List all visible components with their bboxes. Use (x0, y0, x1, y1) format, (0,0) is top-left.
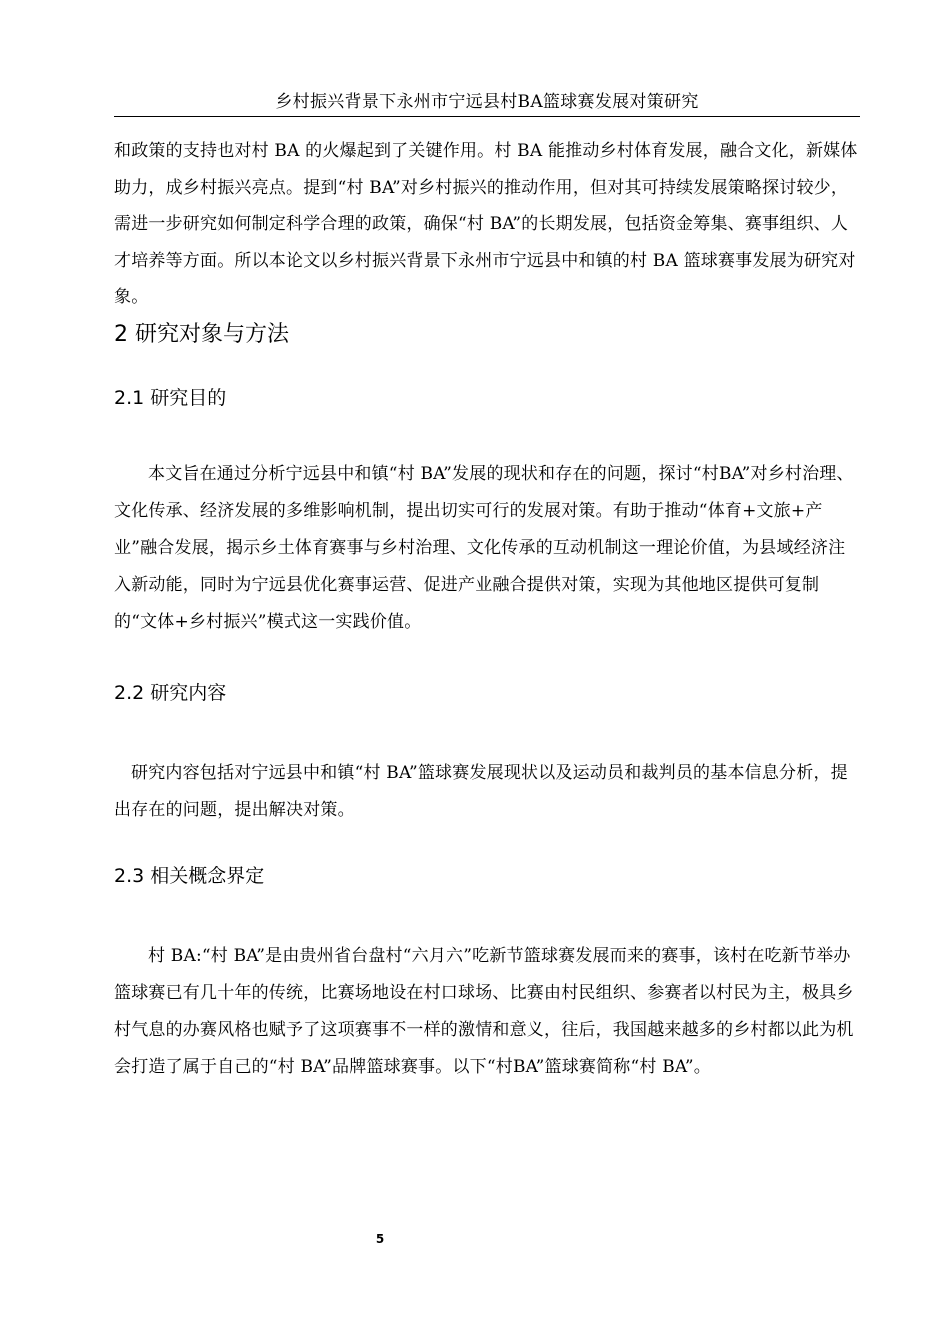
page-number: 5 (375, 1232, 385, 1246)
running-header: 乡村振兴背景下永州市宁远县村BA篮球赛发展对策研究 (275, 92, 699, 112)
concept-definition-paragraph: 村 BA:“村 BA”是由贵州省台盘村“六月六”吃新节篮球赛发展而来的赛事，该村在吃新节举办篮球赛已有几十年的传统，比赛场地设在村口球场、比赛由村民组织、参赛者以村民为主，极具乡村气息的办赛风格也赋予了这项赛事不一样的激情和意义，往后，我国越来越多的乡村都以此为机会打造了属于自己的“村 BA”品牌篮球赛事。以下“村BA”篮球赛简称“村 BA”。 (114, 946, 854, 1077)
subsection-heading-2-3: 2.3 相关概念界定 (114, 865, 265, 887)
intro-paragraph: 和政策的支持也对村 BA 的火爆起到了关键作用。村 BA 能推动乡村体育发展，融合文化，新媒体助力，成乡村振兴亮点。提到“村 BA”对乡村振兴的推动作用，但对其可持续发展策略探讨较少，需进一步研究如何制定科学合理的政策，确保“村 BA”的长期发展，包括资金筹集、赛事组织、人才培养等方面。所以本论文以乡村振兴背景下永州市宁远县中和镇的村 BA 篮球赛事发展为研究对象。 (114, 141, 858, 307)
research-purpose-paragraph: 本文旨在通过分析宁远县中和镇“村 BA”发展的现状和存在的问题，探讨“村BA”对乡村治理、文化传承、经济发展的多维影响机制，提出切实可行的发展对策。有助于推动“体育+文旅+产业”融合发展，揭示乡土体育赛事与乡村治理、文化传承的互动机制这一理论价值，为县域经济注入新动能，同时为宁远县优化赛事运营、促进产业融合提供对策，实现为其他地区提供可复制的“文体+乡村振兴”模式这一实践价值。 (114, 464, 854, 632)
header-rule (114, 116, 860, 117)
subsection-heading-2-1: 2.1 研究目的 (114, 387, 227, 409)
subsection-heading-2-2: 2.2 研究内容 (114, 682, 227, 704)
section-heading-2: 2 研究对象与方法 (114, 322, 289, 347)
research-content-paragraph: 研究内容包括对宁远县中和镇“村 BA”篮球赛发展现状以及运动员和裁判员的基本信息分析，提出存在的问题，提出解决对策。 (114, 763, 848, 820)
